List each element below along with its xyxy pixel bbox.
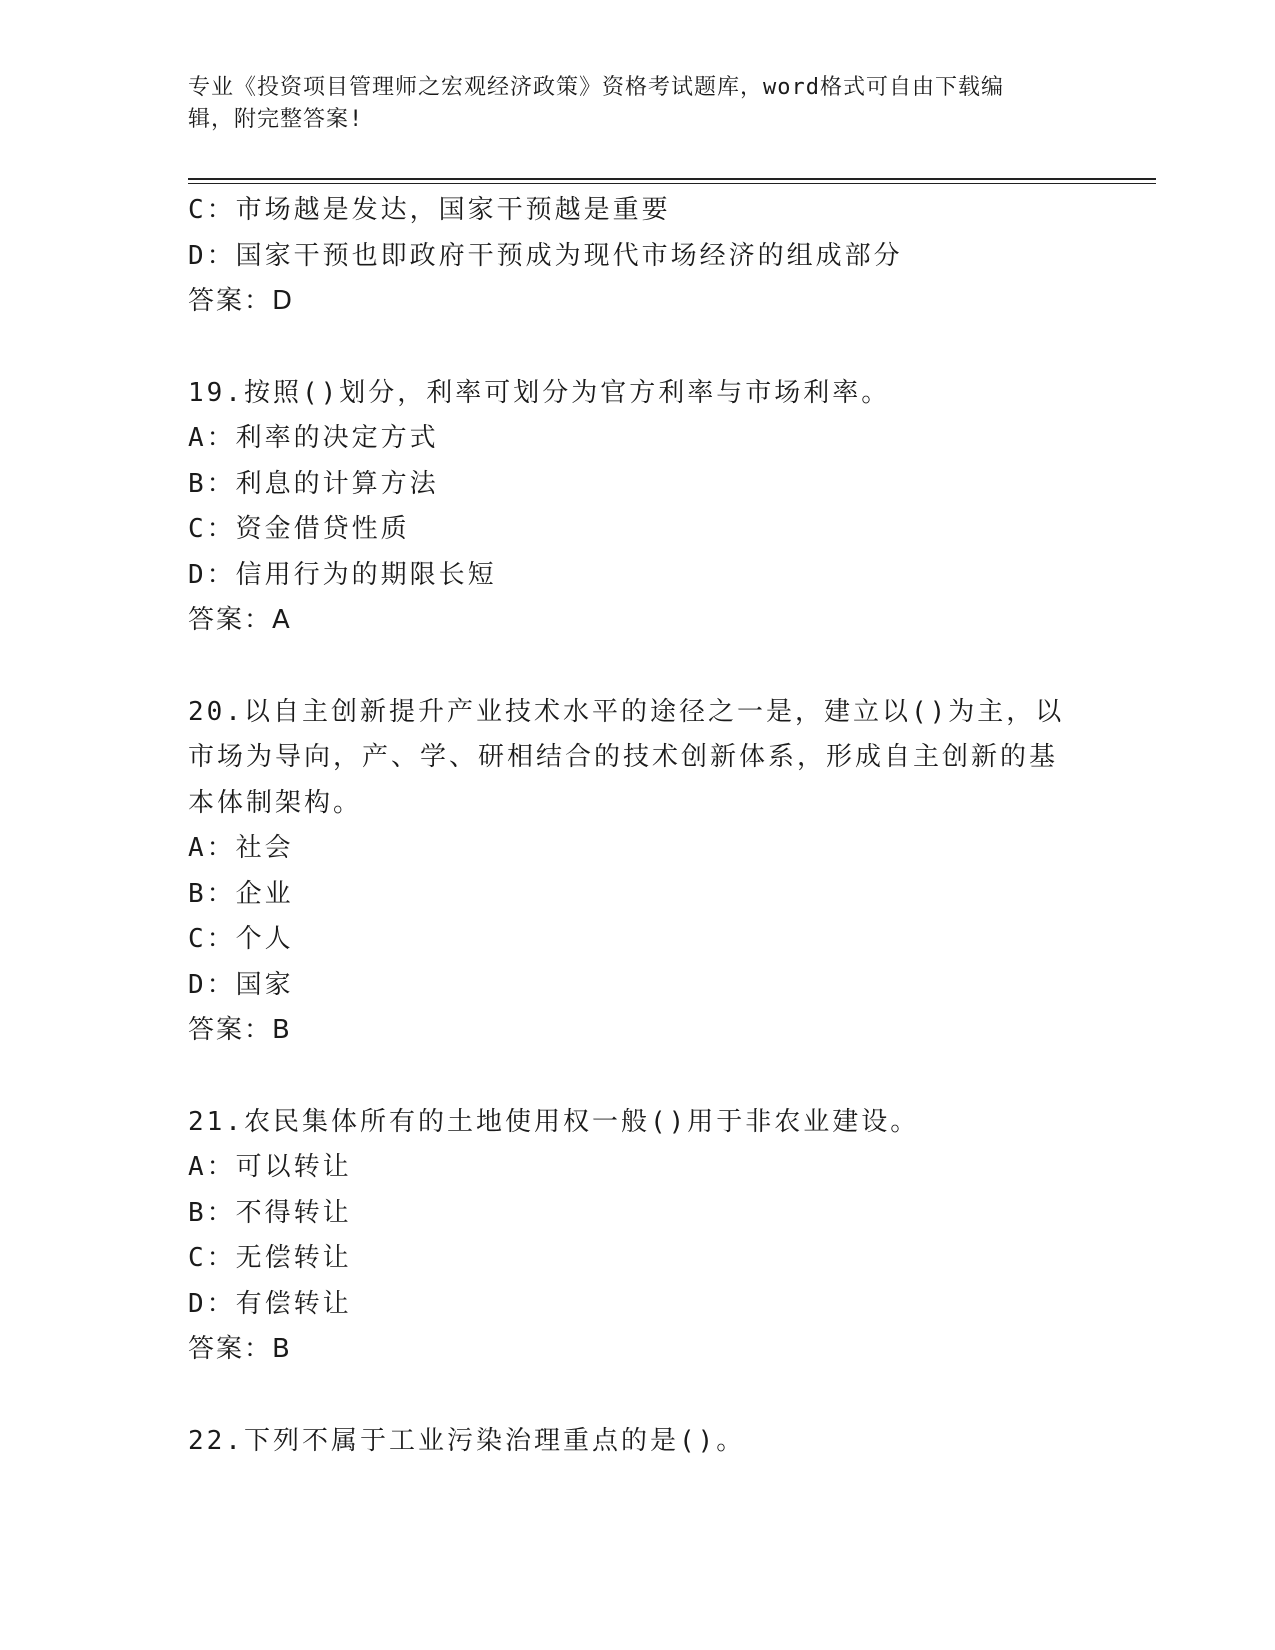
- question-22: [188, 1419, 1108, 1465]
- answer-label: 答案：A: [188, 605, 292, 635]
- option-c: C：资金借贷性质: [188, 514, 410, 544]
- header-rule-thick: [188, 178, 1156, 180]
- document-header: [188, 72, 1068, 136]
- spacer: [188, 1054, 1108, 1100]
- option-d: D：有偿转让: [188, 1288, 352, 1319]
- question-18-continuation: [188, 188, 1108, 325]
- answer-label: 答案：B: [188, 1334, 292, 1364]
- option-a: A：利率的决定方式: [188, 423, 439, 453]
- option-d: D：信用行为的期限长短: [188, 559, 497, 590]
- option-b: B：企业: [188, 878, 294, 909]
- option-d: D：国家干预也即政府干预成为现代市场经济的组成部分: [188, 240, 903, 271]
- question-text: 20.以自主创新提升产业技术水平的途径之一是，建立以()为主，以市场为导向，产、学、研相结合的技术创新体系，形成自主创新的基本体制架构。: [188, 696, 1065, 818]
- question-20: [188, 690, 1108, 1054]
- question-19: [188, 371, 1108, 644]
- question-list: [188, 188, 1108, 1464]
- header-line-1: 专业《投资项目管理师之宏观经济政策》资格考试题库，word格式可自由下载编: [188, 75, 1004, 100]
- option-a: A：社会: [188, 833, 294, 863]
- question-text: 22.下列不属于工业污染治理重点的是()。: [188, 1425, 746, 1456]
- option-a: A：可以转让: [188, 1152, 352, 1182]
- spacer: [188, 1373, 1108, 1419]
- question-text: 21.农民集体所有的土地使用权一般()用于非农业建设。: [188, 1106, 920, 1137]
- answer-label: 答案：D: [188, 286, 295, 316]
- option-b: B：利息的计算方法: [188, 468, 439, 499]
- header-rule-thin: [188, 183, 1156, 184]
- question-21: [188, 1100, 1108, 1373]
- spacer: [188, 325, 1108, 371]
- option-c: C：无偿转让: [188, 1243, 352, 1273]
- answer-label: 答案：B: [188, 1015, 292, 1045]
- option-d: D：国家: [188, 969, 294, 1000]
- option-c: C：个人: [188, 924, 294, 954]
- header-line-2: 辑，附完整答案!: [188, 107, 364, 132]
- spacer: [188, 644, 1108, 690]
- option-c: C：市场越是发达，国家干预越是重要: [188, 195, 671, 225]
- question-text: 19.按照()划分，利率可划分为官方利率与市场利率。: [188, 377, 891, 408]
- option-b: B：不得转让: [188, 1197, 352, 1228]
